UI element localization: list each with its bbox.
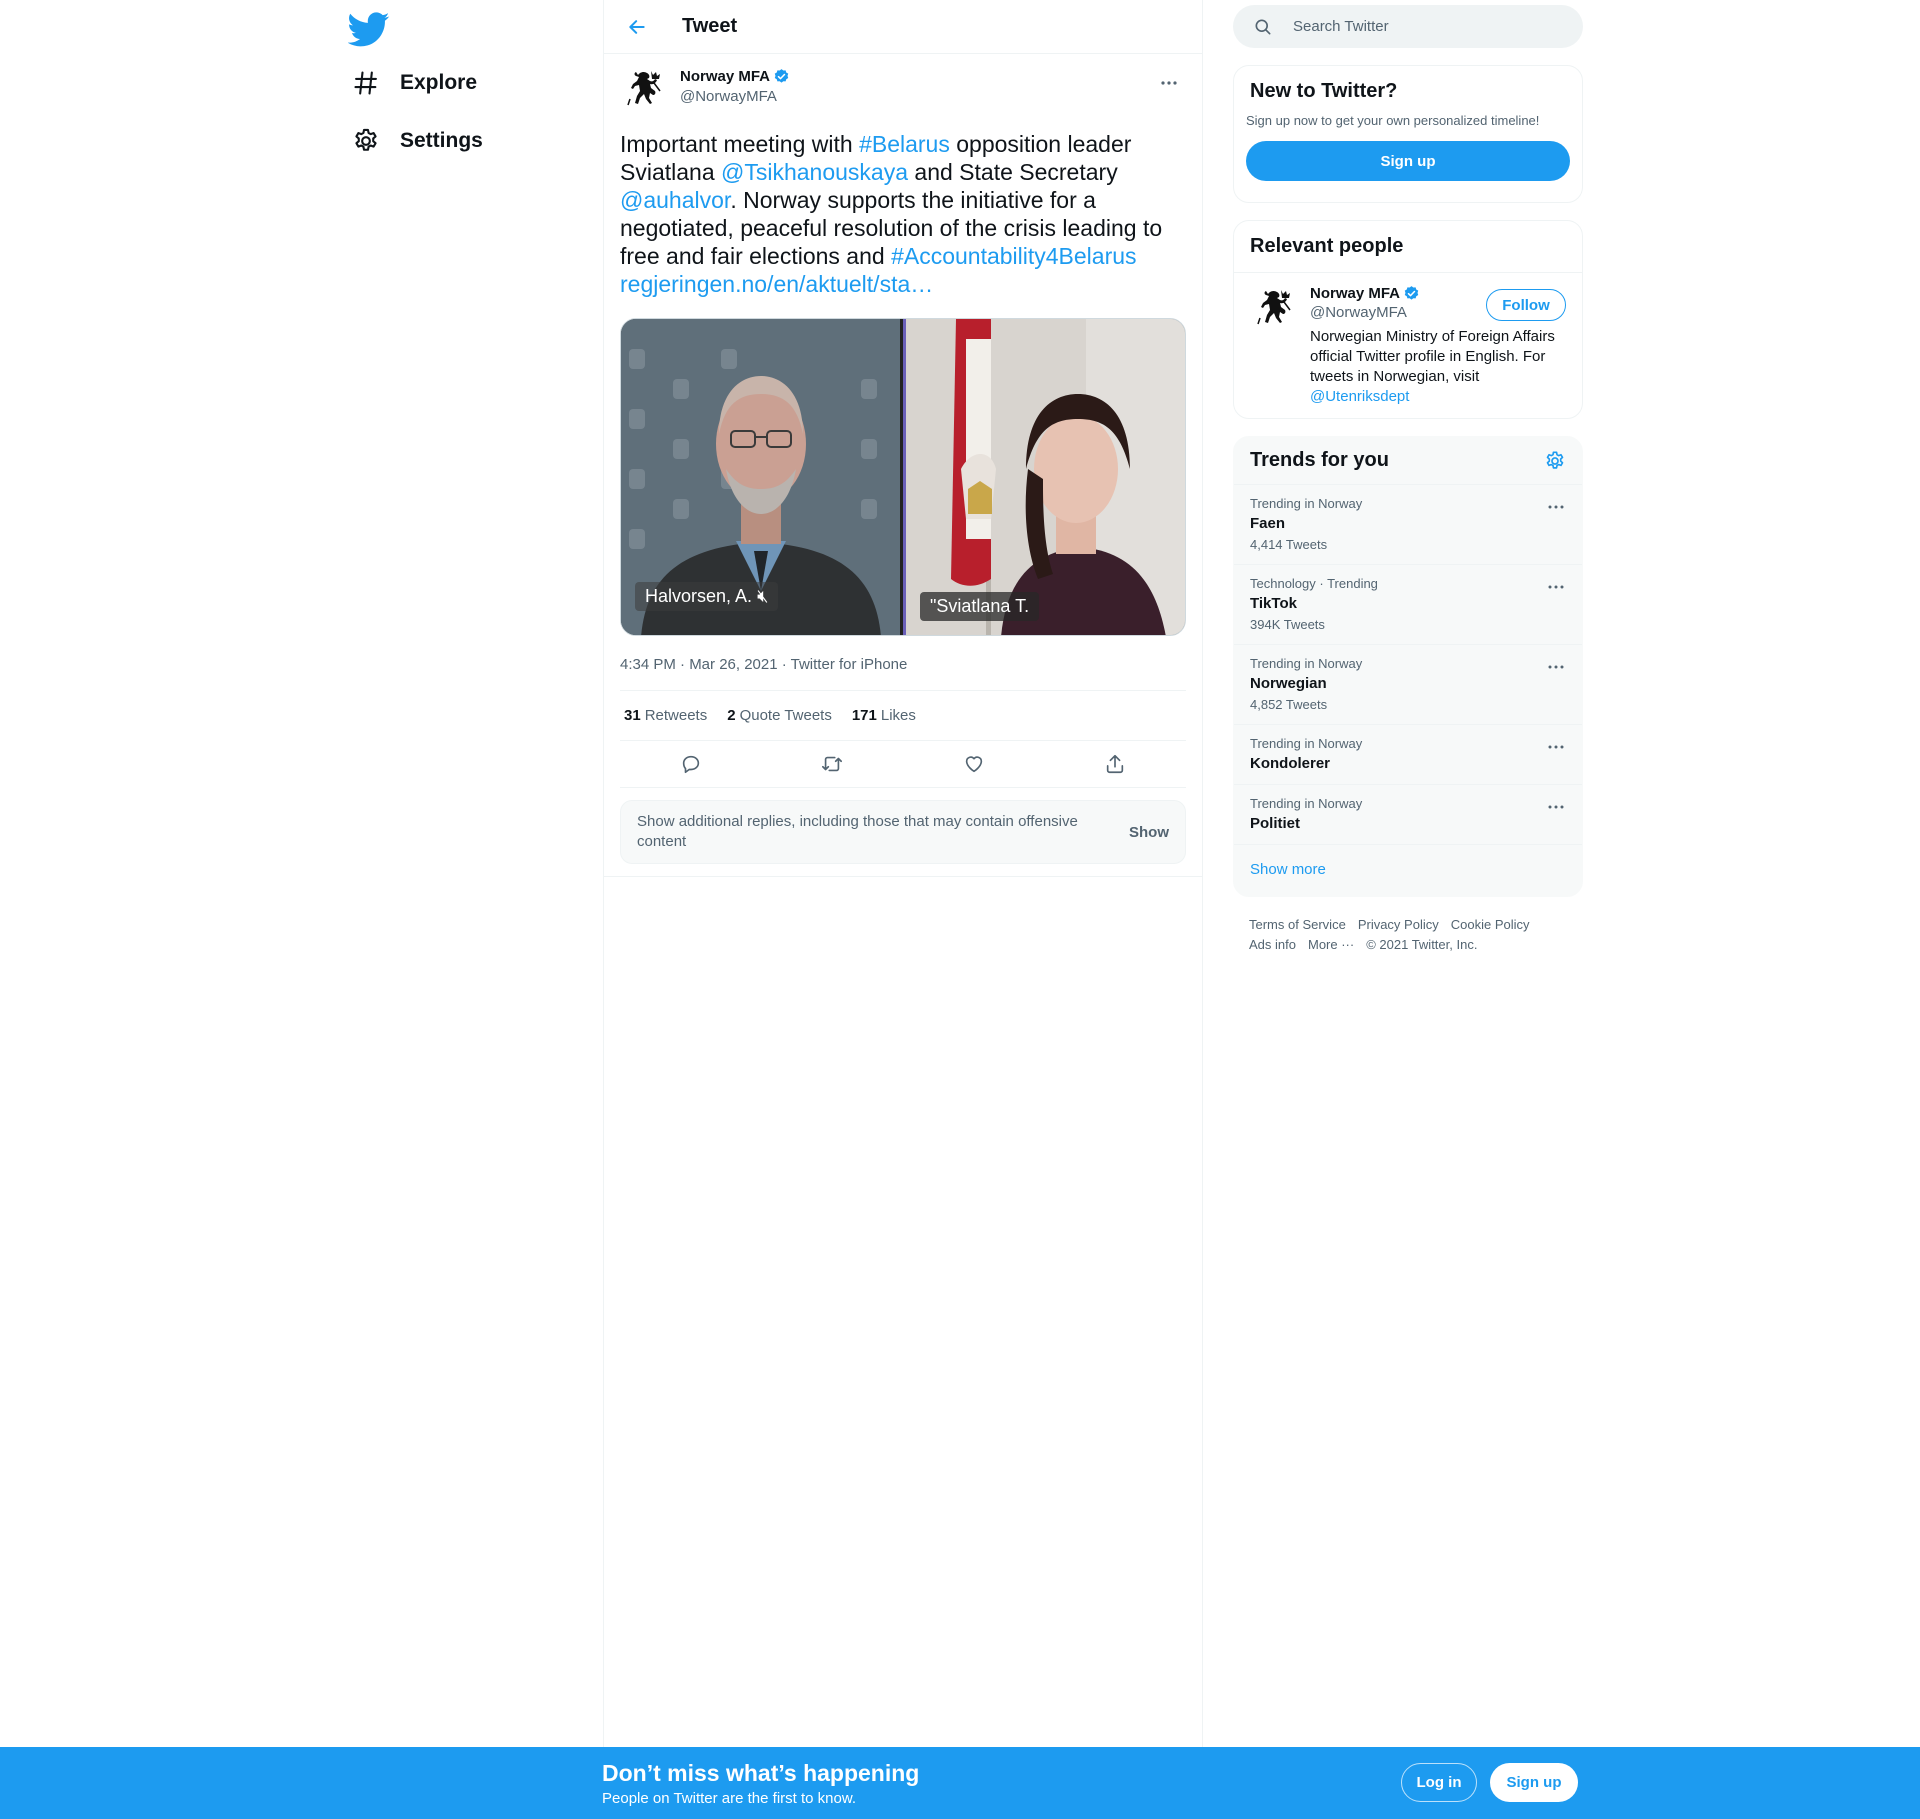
retweet-icon [820, 753, 844, 775]
copyright: © 2021 Twitter, Inc. [1366, 937, 1478, 952]
trend-item[interactable] [1234, 565, 1582, 645]
url-link[interactable]: regjeringen.no/en/aktuelt/sta… [620, 271, 934, 297]
trend-context: Trending in Norway [1250, 796, 1363, 811]
trend-context: Trending in Norway [1250, 496, 1363, 511]
trend-name: Kondolerer [1250, 755, 1331, 772]
avatar[interactable] [620, 66, 668, 114]
more-horizontal-icon [1548, 505, 1564, 509]
more-horizontal-icon [1548, 665, 1564, 669]
media-video-right [903, 319, 1185, 635]
trends-show-more-link[interactable]: Show more [1250, 861, 1326, 878]
nav-item-settings[interactable] [348, 117, 493, 165]
hashtag-link[interactable]: #Accountability4Belarus [891, 243, 1137, 269]
back-button[interactable] [620, 10, 654, 44]
bottom-signup-bar [0, 1747, 1920, 1819]
quote-tweets-label: Quote Tweets [739, 707, 832, 724]
mention-link[interactable]: @Utenriksdept [1310, 388, 1410, 405]
trend-more-button[interactable] [1544, 575, 1568, 599]
more-replies-text: Show additional replies, including those that may contain offensive content [637, 813, 1078, 850]
retweets-stat[interactable] [624, 707, 707, 724]
tweet-text-segment: opposition leader Sviatlana [620, 131, 1132, 185]
more-horizontal-icon [1548, 805, 1564, 809]
bottom-sign-up-button[interactable]: Sign up [1490, 1763, 1578, 1802]
lion-crest-icon [1254, 288, 1294, 330]
retweet-button[interactable] [815, 747, 849, 781]
trend-name: Faen [1250, 515, 1286, 532]
main-column [603, 0, 1203, 1819]
trend-name: Politiet [1250, 815, 1301, 832]
quote-tweets-count: 2 [727, 707, 736, 724]
twitter-bird-icon[interactable] [348, 8, 390, 50]
search-bar[interactable] [1233, 5, 1583, 48]
more-horizontal-icon [1548, 585, 1564, 589]
video-caption-left-text: Halvorsen, A. [645, 586, 753, 606]
tweet-actions [620, 741, 1186, 788]
tweet-text-segment: . Norway supports the initiative for a negotiated, peaceful resolution of the crisis leading to free and fair elections and [620, 187, 1163, 269]
person-bio-text: Norwegian Ministry of Foreign Affairs official Twitter profile in English. For tweets in Norwegian, visit [1310, 328, 1555, 385]
author-name-text: Norway MFA [680, 68, 771, 85]
video-caption-right: "Sviatlana T. [920, 592, 1039, 621]
trend-context: Trending in Norway [1250, 656, 1363, 671]
relevant-people-title: Relevant people [1234, 221, 1582, 273]
avatar[interactable] [1250, 285, 1298, 333]
trend-count: 4,852 Tweets [1250, 697, 1328, 712]
mic-muted-icon: 🔇︎ [757, 586, 769, 606]
trend-context: Trending in Norway [1250, 736, 1363, 751]
trends-header [1234, 437, 1582, 485]
trend-count: 394K Tweets [1250, 617, 1325, 632]
trends-title: Trends for you [1250, 449, 1389, 471]
lion-crest-icon [624, 69, 664, 111]
retweets-label: Retweets [644, 707, 708, 724]
author-handle[interactable]: @NorwayMFA [680, 88, 777, 105]
tweet-author-row [620, 66, 1186, 114]
search-icon [1253, 17, 1273, 37]
gear-icon [352, 127, 380, 155]
nav-item-explore[interactable] [348, 59, 487, 107]
new-to-twitter-title: New to Twitter? [1250, 80, 1398, 102]
like-button[interactable] [957, 747, 991, 781]
terms-link[interactable]: Terms of Service [1249, 917, 1346, 932]
bottom-bar-title: Don’t miss what’s happening [602, 1760, 920, 1786]
person-bio [1310, 327, 1566, 407]
trend-context: Technology · Trending [1250, 576, 1378, 591]
trend-more-button[interactable] [1544, 495, 1568, 519]
trend-item[interactable] [1234, 485, 1582, 565]
new-to-twitter-card [1233, 65, 1583, 203]
show-replies-button[interactable]: Show [1129, 823, 1169, 841]
footer-links [1233, 897, 1583, 955]
tweet [604, 54, 1202, 788]
bottom-bar-subtitle: People on Twitter are the first to know. [602, 1790, 857, 1807]
search-input[interactable] [1293, 18, 1553, 35]
woman-portrait-image [906, 319, 1185, 635]
right-sidebar [1233, 0, 1583, 955]
trends-card [1233, 436, 1583, 897]
sign-up-button[interactable]: Sign up [1246, 141, 1570, 181]
more-horizontal-icon [1160, 80, 1178, 86]
trend-count: 4,414 Tweets [1250, 537, 1328, 552]
tweet-timestamp[interactable]: 4:34 PM · Mar 26, 2021 · Twitter for iPhone [620, 656, 1186, 691]
trend-name: TikTok [1250, 595, 1297, 612]
more-horizontal-icon [1548, 745, 1564, 749]
privacy-link[interactable]: Privacy Policy [1357, 917, 1439, 932]
cookie-link[interactable]: Cookie Policy [1450, 917, 1530, 932]
tweet-media[interactable] [620, 318, 1186, 636]
trend-more-button[interactable] [1544, 795, 1568, 819]
arrow-left-icon [627, 17, 647, 37]
tweet-text [620, 130, 1186, 298]
nav-explore-label: Explore [400, 71, 478, 94]
quote-tweets-stat[interactable] [727, 707, 832, 724]
reply-icon [680, 753, 702, 775]
trend-more-button[interactable] [1544, 655, 1568, 679]
trend-item[interactable] [1234, 725, 1582, 785]
hashtag-icon [352, 69, 380, 97]
show-more-replies-box [620, 800, 1186, 864]
verified-badge-icon [1403, 285, 1420, 302]
trend-more-button[interactable] [1544, 735, 1568, 759]
divider [604, 876, 1202, 877]
retweets-count: 31 [624, 707, 641, 724]
video-caption-left [635, 582, 778, 611]
heart-icon [963, 753, 985, 775]
nav-settings-label: Settings [400, 129, 483, 152]
ads-info-link[interactable]: Ads info [1249, 937, 1296, 952]
person-name-text: Norway MFA [1310, 285, 1401, 302]
share-icon [1104, 753, 1126, 775]
tweet-text-segment: Important meeting with [620, 131, 860, 157]
more-link[interactable]: More ··· [1307, 937, 1355, 952]
hashtag-link[interactable]: #Belarus [859, 131, 950, 157]
person-item[interactable] [1234, 273, 1582, 419]
media-video-left [621, 319, 903, 635]
log-in-button[interactable]: Log in [1401, 1763, 1477, 1802]
gear-icon[interactable] [1544, 450, 1566, 472]
reply-button[interactable] [674, 747, 708, 781]
likes-stat[interactable] [852, 707, 916, 724]
person-handle[interactable]: @NorwayMFA [1310, 304, 1407, 321]
mention-link[interactable]: @Tsikhanouskaya [721, 159, 909, 185]
author-name[interactable] [680, 68, 790, 85]
share-button[interactable] [1098, 747, 1132, 781]
trend-item[interactable] [1234, 785, 1582, 845]
page-title: Tweet [682, 15, 738, 37]
mention-link[interactable]: @auhalvor [620, 187, 731, 213]
likes-label: Likes [880, 707, 916, 724]
likes-count: 171 [851, 707, 877, 724]
follow-button[interactable]: Follow [1486, 289, 1566, 321]
tweet-more-button[interactable] [1152, 66, 1186, 100]
verified-badge-icon [773, 68, 790, 85]
tweet-text-segment: and State Secretary [908, 159, 1118, 185]
main-header [604, 0, 1202, 54]
new-to-twitter-subtitle: Sign up now to get your own personalized timeline! [1246, 113, 1540, 128]
relevant-people-card [1233, 220, 1583, 419]
trend-name: Norwegian [1250, 675, 1327, 692]
trend-item[interactable] [1234, 645, 1582, 725]
tweet-stats [620, 691, 1186, 741]
